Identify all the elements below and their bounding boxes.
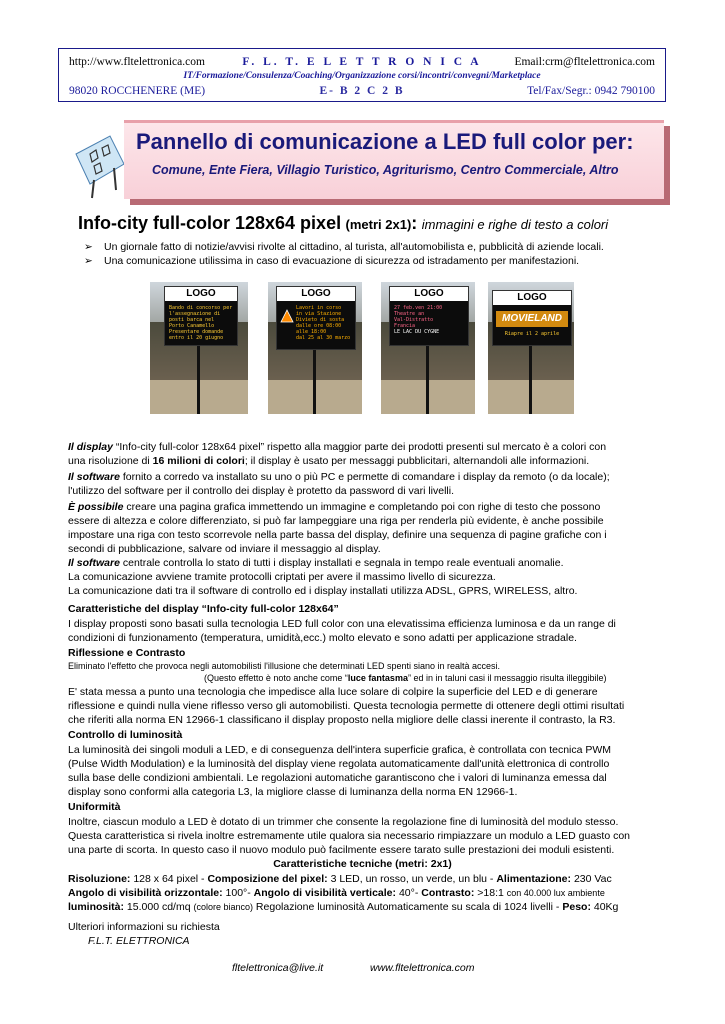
photo-display-4 bbox=[488, 282, 574, 414]
led-screen-text: 27 feb.ven 21:00 Theatre an Val-Distratto Francia LE LAC DU CYGNE bbox=[394, 305, 443, 335]
footer-email[interactable]: fltelettronica@live.it bbox=[232, 962, 324, 974]
paragraph-riflessione: E' stata messa a punto una tecnologia che impedisce alla luce solare di colpire la superficie del LED e di generare riflessione e quindi nulla viene riflesso verso gli automobilisti. Questa tecnologia permette di ottenere degli ottimi risultati che riferiti alla norma EN 12966-1 classificano il display proposto nella migliore delle classi inerente il contrasto, la R3. bbox=[68, 686, 625, 726]
arrow-bullet-icon: ➢ bbox=[84, 241, 93, 253]
heading-colon: : bbox=[411, 213, 418, 233]
section-title-luminosita: Controllo di luminosità bbox=[68, 729, 183, 741]
paragraph-caratteristiche: I display proposti sono basati sulla tecnologia LED full color con una elevatissima efficienza luminosa e da un range di condizioni di funzionamento (temperatura, umidità,ecc.) molto elevato e sono adatti per applicazione stradale. bbox=[68, 618, 616, 644]
letterhead-row-contacts bbox=[59, 56, 665, 70]
note-riflessione: Eliminato l'effetto che provoca negli automobilisti l'illusione che determinati LED spenti siano in realtà accesi. (Questo effetto è noto anche come “luce fantasma” ed in in taluni casi il messaggio risulta illeggibile) bbox=[68, 661, 607, 683]
paragraph-uniformita: Inoltre, ciascun modulo a LED è dotato di un trimmer che consente la regolazione fine di luminosità del modulo stesso. Questa caratteristica si rivela inoltre estremamente utile qualora sia necessario rimpiazzare un modulo a LED guasto con una parte di scorta. In questo caso il nuovo modulo può facilmente essere tarato sulle prestazioni dei moduli esistenti. bbox=[68, 816, 631, 856]
product-size: (metri 2x1) bbox=[345, 217, 412, 232]
photo-display-1 bbox=[150, 282, 248, 414]
section-title-caratteristiche: Caratteristiche del display “Info-city full-color 128x64” bbox=[68, 603, 339, 615]
footer-web[interactable]: www.fltelettronica.com bbox=[370, 962, 475, 974]
closing-signature: F.L.T. ELETTRONICA bbox=[88, 935, 190, 947]
logo-label: LOGO bbox=[390, 287, 468, 301]
list-item: ➢ Una comunicazione utilissima in caso di evacuazione di sicurezza od istradamento per manifestazioni. bbox=[84, 255, 580, 267]
paragraph-software: Il software fornito a corredo va installato su uno o più PC e permette di comandare i display da remoto (o da locale); l'utilizzo del software per il controllo dei display è protetto da password di vari livelli. bbox=[68, 471, 610, 497]
company-name: F. L. T. E L E T T R O N I C A bbox=[242, 56, 482, 68]
paragraph-display: Il display “Info-city full-color 128x64 pixel” rispetto alla maggior parte dei prodotti presenti sul mercato è a colori con una risoluzione di 16 milioni di colori; il display è usato per messaggi pubblicitari, alternandoli alle informazioni. bbox=[68, 441, 607, 467]
closing-info: Ulteriori informazioni su richiesta bbox=[68, 921, 220, 933]
section-title-riflessione: Riflessione e Contrasto bbox=[68, 647, 186, 659]
banner-subtitle: Comune, Ente Fiera, Villagio Turistico, Agriturismo, Centro Commerciale, Altro bbox=[152, 163, 619, 177]
movieland-brand: MOVIELAND bbox=[496, 311, 568, 327]
title-banner bbox=[124, 120, 664, 199]
section-title-uniformita: Uniformità bbox=[68, 801, 121, 813]
product-heading bbox=[78, 213, 608, 234]
arrow-bullet-icon: ➢ bbox=[84, 255, 93, 267]
business-model: E- B 2 C 2 B bbox=[319, 85, 405, 97]
photo-display-2 bbox=[268, 282, 362, 414]
product-name: Info-city full-color 128x64 pixel bbox=[78, 213, 342, 233]
tech-specs: Risoluzione: 128 x 64 pixel - Composizione del pixel: 3 LED, un rosso, un verde, un blu - Alimentazione: 230 Vac Angolo di visibilità orizzontale: 100°- Angolo di visibilità verticale: 40°- Contrasto: >18:1 con 40.000 lux ambiente luminosità: 15.000 cd/mq (colore bianco) Regolazione luminosità Automaticamente su scala di 1024 livelli - Peso: 40Kg bbox=[68, 873, 619, 913]
led-screen-text: Bando di concorso per l'assegnazione di posti barca nel Porto Canamello Presentare domande entro il 20 giugno bbox=[169, 305, 233, 341]
photo-display-3 bbox=[381, 282, 475, 414]
list-item: ➢ Un giornale fatto di notizie/avvisi rivolte al cittadino, al turista, all'automobilista e, pubblicità di aziende locali. bbox=[84, 241, 604, 253]
led-sign-icon bbox=[70, 124, 130, 200]
banner-title: Pannello di comunicazione a LED full color per: bbox=[136, 129, 634, 154]
letterhead bbox=[58, 48, 666, 102]
email-link[interactable]: Email:crm@fltelettronica.com bbox=[514, 56, 655, 68]
led-screen-text: Lavori in corso in via Stazione Divieto di sosta dalle ore 08:00 alle 18:00 dal 25 al 30 marzo bbox=[296, 305, 351, 341]
paragraph-luminosita: La luminosità dei singoli moduli a LED, e di conseguenza dell'intera superficie grafica, è controllata con tecnica PWM (Pulse Width Modulation) e la luminosità del display viene regolata automaticamente dall'unità elettronica di controllo sulla base delle condizioni ambientali. Le regolazioni automatiche garantiscono che i valori di luminanza emessa dal display sono conformi alla categoria L3, la migliore classe di luminanza della norma EN 12966-1. bbox=[68, 744, 612, 798]
logo-label: LOGO bbox=[277, 287, 355, 301]
website-link[interactable]: http://www.fltelettronica.com bbox=[69, 56, 205, 68]
services-line: IT/Formazione/Consulenza/Coaching/Organizzazione corsi/incontri/convegni/Marketplace bbox=[183, 71, 541, 81]
product-tagline: immagini e righe di testo a colori bbox=[421, 217, 609, 232]
led-screen-text: Riapre il 2 aprile bbox=[504, 331, 560, 337]
roadwork-sign-icon bbox=[280, 309, 294, 323]
logo-label: LOGO bbox=[493, 291, 571, 305]
feature-bullets bbox=[80, 240, 604, 268]
paragraph-software-central: Il software centrale controlla lo stato di tutti i display installati e segnala in tempo reale eventuali anomalie. La comunicazione avviene tramite protocolli criptati per avere il massimo livello di sicurezza. La comunicazione dati tra il software di controllo ed i display installati utilizza ADSL, GPRS, WIRELESS, altro. bbox=[68, 557, 578, 597]
logo-label: LOGO bbox=[165, 287, 237, 301]
paragraph-possibile: È possibile creare una pagina grafica immettendo un immagine e completando poi con righe di testo che possono essere di altezza e colore differenziato, si può far lampeggiare una riga per renderla più evidente, è anche possibile impostare una riga con testo scorrevole nella parte bassa del display, definire una sequenza di pagine grafiche con i secondi di pubblicazione, salvare od inviare il messaggio al display. bbox=[68, 501, 607, 555]
phone: Tel/Fax/Segr.: 0942 790100 bbox=[527, 85, 655, 97]
address: 98020 ROCCHENERE (ME) bbox=[69, 85, 206, 97]
section-title-tecniche: Caratteristiche tecniche (metri: 2x1) bbox=[273, 858, 452, 870]
